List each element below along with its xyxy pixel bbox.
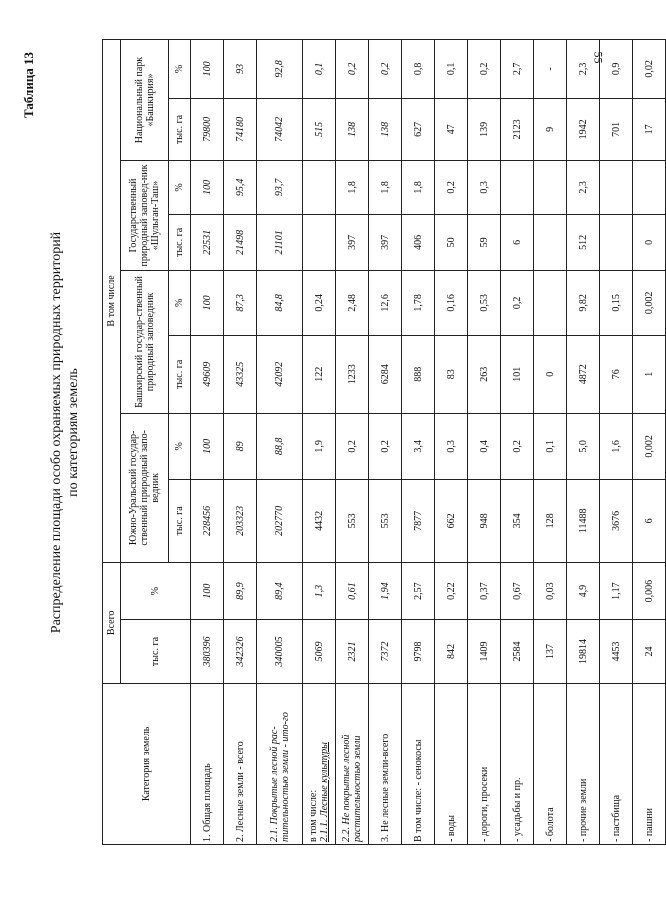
cell-sh-pct — [534, 161, 567, 215]
cell-total-pct: 1,3 — [303, 562, 336, 619]
row-category — [435, 683, 468, 844]
row-category-label: - пастбища — [610, 794, 622, 842]
title-line-2: по категориям земель — [66, 368, 81, 497]
cell-bz-pct: 0,15 — [600, 270, 633, 335]
cell-bz-pct: 0,16 — [435, 270, 468, 335]
cell-su-pct: 5,0 — [567, 413, 600, 479]
cell-total-pct: 0,67 — [501, 562, 534, 619]
cell-total-pct: 0,22 — [435, 562, 468, 619]
header-np-pct: % — [169, 40, 191, 99]
cell-np-pct: 0,1 — [435, 40, 468, 99]
cell-sh-pct: 93,7 — [257, 161, 303, 215]
cell-total: 9798 — [402, 620, 435, 684]
cell-total-pct: 0,03 — [534, 562, 567, 619]
cell-bz-pct: 84,8 — [257, 270, 303, 335]
cell-total-pct: 100 — [191, 562, 224, 619]
cell-sh-pct: 2,3 — [567, 161, 600, 215]
cell-sh: 406 — [402, 214, 435, 270]
cell-su: 354 — [501, 479, 534, 562]
cell-total-pct: 1,17 — [600, 562, 633, 619]
cell-sh-pct: 0,3 — [468, 161, 501, 215]
cell-bz: 76 — [600, 335, 633, 413]
table-row — [567, 40, 600, 845]
row-category-label: - болота — [544, 807, 556, 842]
cell-bz: 43325 — [224, 335, 257, 413]
cell-sh: 21498 — [224, 214, 257, 270]
cell-total-pct: 1,94 — [369, 562, 402, 619]
header-bz-pct: % — [169, 270, 191, 335]
cell-total: 342326 — [224, 620, 257, 684]
cell-su: 662 — [435, 479, 468, 562]
cell-bz: 888 — [402, 335, 435, 413]
cell-su-pct: 0,3 — [435, 413, 468, 479]
table-row — [303, 40, 336, 845]
table-row — [600, 40, 633, 845]
cell-bz: 6284 — [369, 335, 402, 413]
cell-su: 948 — [468, 479, 501, 562]
row-category — [567, 683, 600, 844]
cell-total-pct: 89,4 — [257, 562, 303, 619]
cell-sh-pct — [633, 161, 666, 215]
cell-np: 74042 — [257, 98, 303, 160]
cell-sh: 0 — [633, 214, 666, 270]
cell-su-pct: 100 — [191, 413, 224, 479]
table-row — [534, 40, 567, 845]
table-row — [501, 40, 534, 845]
row-category-label: 2. Лесные земли - всего — [234, 741, 246, 842]
cell-np: 515 — [303, 98, 336, 160]
cell-np-pct: - — [534, 40, 567, 99]
row-category — [224, 683, 257, 844]
table-row — [257, 40, 303, 845]
table-row — [224, 40, 257, 845]
cell-np: 138 — [336, 98, 369, 160]
row-category — [257, 683, 303, 844]
cell-bz-pct: 0,53 — [468, 270, 501, 335]
cell-np: 9 — [534, 98, 567, 160]
row-category — [600, 683, 633, 844]
cell-sh: 50 — [435, 214, 468, 270]
cell-su: 203323 — [224, 479, 257, 562]
row-category — [633, 683, 666, 844]
cell-np-pct: 0,02 — [633, 40, 666, 99]
cell-bz-pct: 0,24 — [303, 270, 336, 335]
cell-bz: 101 — [501, 335, 534, 413]
cell-sh-pct — [600, 161, 633, 215]
cell-total-pct: 89,9 — [224, 562, 257, 619]
table-row — [468, 40, 501, 845]
cell-su-pct: 0,002 — [633, 413, 666, 479]
cell-su-pct: 1,9 — [303, 413, 336, 479]
header-category: Категория земель — [103, 683, 191, 844]
header-national-park: Национальный парк «Башкирия» — [121, 40, 169, 161]
table-row — [402, 40, 435, 845]
cell-bz: 263 — [468, 335, 501, 413]
cell-sh-pct — [501, 161, 534, 215]
table-label: Таблица 13 — [21, 51, 36, 118]
cell-np: 2123 — [501, 98, 534, 160]
cell-bz-pct: 100 — [191, 270, 224, 335]
row-category — [534, 683, 567, 844]
cell-np-pct: 0,1 — [303, 40, 336, 99]
cell-bz-pct: 12,6 — [369, 270, 402, 335]
cell-sh: 21101 — [257, 214, 303, 270]
row-category-label: - дороги, просеки — [478, 766, 490, 842]
title-line-1: Распределение площади особо охраняемых природных территорий — [49, 231, 64, 634]
cell-bz: 4872 — [567, 335, 600, 413]
cell-su: 6 — [633, 479, 666, 562]
cell-su-pct: 0,2 — [336, 413, 369, 479]
header-shulgan-tash: Государственный природный заповед-ник «Шульган-Таш» — [121, 161, 169, 271]
row-category — [336, 683, 369, 844]
header-bashkir: Башкирский государ-ственный природный заповедник — [121, 270, 169, 413]
header-south-ural: Южно-Уральский государ-ственный природный запо-ведник — [121, 413, 169, 562]
table-row — [191, 40, 224, 845]
header-su-pct: % — [169, 413, 191, 479]
land-categories-table — [102, 39, 666, 845]
header-sh-pct: % — [169, 161, 191, 215]
cell-sh-pct: 100 — [191, 161, 224, 215]
cell-bz: 42092 — [257, 335, 303, 413]
cell-np-pct: 0,2 — [336, 40, 369, 99]
cell-total: 137 — [534, 620, 567, 684]
cell-sh-pct: 1,8 — [369, 161, 402, 215]
cell-np: 17 — [633, 98, 666, 160]
cell-sh — [600, 214, 633, 270]
cell-bz: 122 — [303, 335, 336, 413]
cell-total: 1409 — [468, 620, 501, 684]
cell-np: 74180 — [224, 98, 257, 160]
table-body — [191, 40, 666, 845]
row-category — [191, 683, 224, 844]
cell-bz-pct: 0,2 — [501, 270, 534, 335]
cell-np-pct: 93 — [224, 40, 257, 99]
cell-total-pct: 2,57 — [402, 562, 435, 619]
cell-su-pct: 89 — [224, 413, 257, 479]
cell-sh — [303, 214, 336, 270]
cell-np: 138 — [369, 98, 402, 160]
cell-np: 47 — [435, 98, 468, 160]
table-row — [336, 40, 369, 845]
cell-bz: 1233 — [336, 335, 369, 413]
table-row — [435, 40, 468, 845]
cell-np: 79800 — [191, 98, 224, 160]
row-category-label: 2.2. Не покрытые лесной растительностью земли — [341, 734, 363, 842]
header-sh-unit: тыс. га — [169, 214, 191, 270]
cell-su: 228456 — [191, 479, 224, 562]
cell-bz: 0 — [534, 335, 567, 413]
cell-bz: 49609 — [191, 335, 224, 413]
cell-su: 11488 — [567, 479, 600, 562]
cell-total-pct: 0,37 — [468, 562, 501, 619]
cell-total: 5069 — [303, 620, 336, 684]
cell-sh: 512 — [567, 214, 600, 270]
cell-np-pct: 0,8 — [402, 40, 435, 99]
cell-bz-pct: 9,82 — [567, 270, 600, 335]
cell-np-pct: 92,8 — [257, 40, 303, 99]
row-category-label: 3. Не лесные земли-всего — [379, 733, 391, 842]
cell-total-pct: 0,006 — [633, 562, 666, 619]
cell-np-pct: 100 — [191, 40, 224, 99]
cell-total-pct: 0,61 — [336, 562, 369, 619]
cell-sh — [534, 214, 567, 270]
header-total-unit: тыс. га — [121, 620, 191, 684]
cell-total: 19814 — [567, 620, 600, 684]
cell-np-pct: 0,9 — [600, 40, 633, 99]
cell-sh: 6 — [501, 214, 534, 270]
row-category-label: - пашни — [643, 807, 655, 842]
row-category — [468, 683, 501, 844]
cell-su-pct: 0,4 — [468, 413, 501, 479]
cell-total: 7372 — [369, 620, 402, 684]
cell-total: 380396 — [191, 620, 224, 684]
row-category-label: 1. Общая площадь — [201, 763, 213, 842]
cell-np: 627 — [402, 98, 435, 160]
header-np-unit: тыс. га — [169, 98, 191, 160]
cell-sh-pct: 1,8 — [402, 161, 435, 215]
row-category-label: 2.1. Покрытые лесной рас-тительностью земли - ито-го — [268, 712, 291, 842]
cell-bz-pct: 0,002 — [633, 270, 666, 335]
row-category — [501, 683, 534, 844]
cell-total: 340005 — [257, 620, 303, 684]
cell-sh-pct: 0,2 — [435, 161, 468, 215]
cell-total: 842 — [435, 620, 468, 684]
row-category-prefix: в том числе: — [308, 789, 319, 842]
cell-su: 3676 — [600, 479, 633, 562]
row-category-label: - усадьбы и пр. — [511, 777, 523, 842]
cell-bz-pct: 1,78 — [402, 270, 435, 335]
header-total: Всего — [103, 562, 121, 683]
cell-np-pct: 2,3 — [567, 40, 600, 99]
cell-sh: 397 — [369, 214, 402, 270]
cell-bz: 83 — [435, 335, 468, 413]
row-category-label: В том числе: - сенокосы — [412, 739, 424, 842]
cell-total: 2321 — [336, 620, 369, 684]
cell-bz-pct: 87,3 — [224, 270, 257, 335]
cell-su-pct: 0,1 — [534, 413, 567, 479]
page-title — [48, 0, 82, 865]
cell-bz-pct — [534, 270, 567, 335]
cell-su: 202770 — [257, 479, 303, 562]
row-category — [369, 683, 402, 844]
cell-np-pct: 0,2 — [468, 40, 501, 99]
cell-sh: 397 — [336, 214, 369, 270]
row-category-label: 2.1.1. Лесные культуры — [319, 742, 330, 842]
cell-bz: 1 — [633, 335, 666, 413]
cell-su: 553 — [336, 479, 369, 562]
cell-su-pct: 0,2 — [501, 413, 534, 479]
page-number: 55 — [591, 51, 606, 64]
cell-sh-pct: 95,4 — [224, 161, 257, 215]
cell-total: 4453 — [600, 620, 633, 684]
cell-sh: 59 — [468, 214, 501, 270]
header-total-pct: % — [121, 562, 191, 619]
header-su-unit: тыс. га — [169, 479, 191, 562]
cell-su-pct: 88,8 — [257, 413, 303, 479]
cell-np: 139 — [468, 98, 501, 160]
cell-su-pct: 3,4 — [402, 413, 435, 479]
cell-sh-pct — [303, 161, 336, 215]
cell-su-pct: 1,6 — [600, 413, 633, 479]
cell-np-pct: 0,2 — [369, 40, 402, 99]
cell-su: 4432 — [303, 479, 336, 562]
cell-su: 553 — [369, 479, 402, 562]
cell-total: 24 — [633, 620, 666, 684]
cell-np: 701 — [600, 98, 633, 160]
table-row — [633, 40, 666, 845]
table-row — [369, 40, 402, 845]
row-category — [402, 683, 435, 844]
header-including: В том числе — [103, 40, 121, 563]
cell-sh-pct: 1,8 — [336, 161, 369, 215]
header-bz-unit: тыс. га — [169, 335, 191, 413]
row-category-label: - воды — [445, 814, 457, 842]
cell-bz-pct: 2,48 — [336, 270, 369, 335]
cell-su: 7877 — [402, 479, 435, 562]
cell-total: 2584 — [501, 620, 534, 684]
row-category — [303, 683, 336, 844]
cell-np-pct: 2,7 — [501, 40, 534, 99]
cell-su-pct: 0,2 — [369, 413, 402, 479]
cell-total-pct: 4,9 — [567, 562, 600, 619]
row-category-label: - прочие земли — [577, 778, 589, 842]
cell-sh: 22531 — [191, 214, 224, 270]
cell-su: 128 — [534, 479, 567, 562]
cell-np: 1942 — [567, 98, 600, 160]
